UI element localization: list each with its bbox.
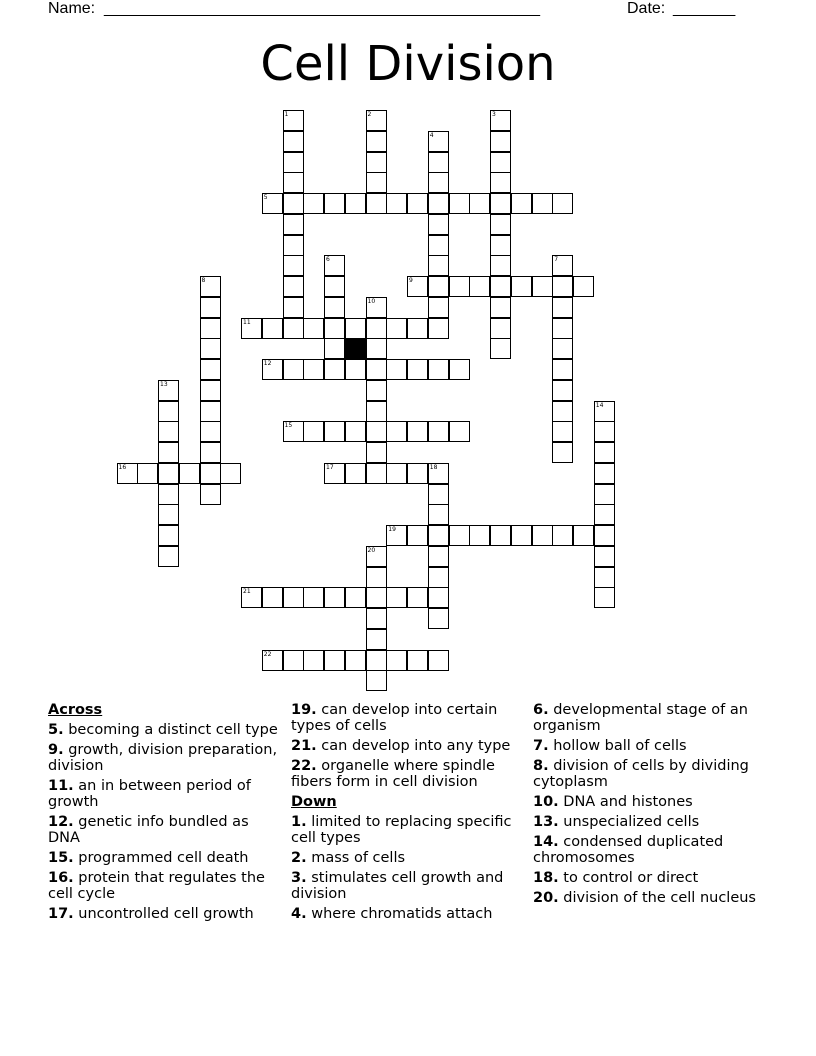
crossword-cell[interactable] (511, 193, 532, 214)
crossword-cell[interactable] (158, 484, 179, 505)
crossword-cell[interactable] (158, 525, 179, 546)
crossword-cell[interactable] (428, 608, 449, 629)
crossword-cell[interactable] (200, 297, 221, 318)
clue-text: becoming a distinct cell type (68, 722, 278, 738)
crossword-cell[interactable] (552, 442, 573, 463)
down-heading: Down (291, 794, 337, 810)
clues-column-2 (291, 702, 527, 926)
crossword-cell[interactable] (552, 525, 573, 546)
crossword-cell[interactable] (283, 650, 304, 671)
cell-number: 10 (367, 297, 376, 305)
clue-number: 11. (48, 778, 74, 794)
clue-text: genetic info bundled as DNA (48, 814, 249, 846)
crossword-cell[interactable] (324, 318, 345, 339)
crossword-cell[interactable] (366, 442, 387, 463)
cell-number: 12 (263, 360, 272, 367)
crossword-cell[interactable] (428, 235, 449, 256)
crossword-cell[interactable] (573, 525, 594, 546)
clue-number: 19. (291, 702, 317, 718)
clue-number: 1. (291, 814, 307, 830)
cell-number: 11 (243, 318, 251, 326)
crossword-cell[interactable] (200, 484, 221, 505)
crossword-cell[interactable] (428, 546, 449, 567)
crossword-cell[interactable] (283, 235, 304, 256)
crossword-cell[interactable] (303, 421, 324, 442)
clue-text: can develop into any type (321, 738, 511, 754)
crossword-cell[interactable] (158, 463, 179, 484)
crossword-cell[interactable] (490, 276, 511, 297)
crossword-cell[interactable] (552, 193, 573, 214)
crossword-cell[interactable] (532, 193, 553, 214)
crossword-cell[interactable] (200, 463, 221, 484)
crossword-cell[interactable] (366, 110, 387, 131)
crossword-cell[interactable] (366, 297, 387, 318)
crossword-cell[interactable] (428, 131, 449, 152)
clue-text: mass of cells (311, 850, 406, 866)
crossword-cell[interactable] (407, 587, 428, 608)
clue-down-13 (533, 814, 769, 830)
cell-number: 17 (326, 463, 334, 471)
crossword-cell[interactable] (428, 484, 449, 505)
crossword-cell[interactable] (532, 525, 553, 546)
crossword-cell[interactable] (449, 421, 470, 442)
crossword-cell[interactable] (262, 587, 283, 608)
cell-number: 14 (595, 401, 604, 409)
clues-column-1 (48, 702, 284, 926)
clue-down-2 (291, 850, 527, 866)
crossword-cell[interactable] (200, 401, 221, 422)
crossword-cell[interactable] (324, 587, 345, 608)
crossword-cell[interactable] (407, 276, 428, 297)
crossword-cell[interactable] (407, 193, 428, 214)
crossword-cell[interactable] (283, 152, 304, 173)
date-blank: _______ (673, 0, 736, 17)
crossword-cell[interactable] (490, 152, 511, 173)
crossword-cell[interactable] (552, 380, 573, 401)
crossword-cell[interactable] (469, 276, 490, 297)
crossword-cell[interactable] (386, 525, 407, 546)
crossword-cell[interactable] (407, 463, 428, 484)
cell-number: 8 (201, 277, 206, 284)
crossword-cell[interactable] (386, 650, 407, 671)
clue-text: protein that regulates the cell cycle (48, 870, 265, 902)
crossword-cell[interactable] (490, 214, 511, 235)
clue-text: programmed cell death (78, 850, 249, 866)
clue-number: 12. (48, 814, 74, 830)
clue-number: 16. (48, 870, 74, 886)
crossword-cell[interactable] (428, 463, 449, 484)
crossword-cell[interactable] (366, 172, 387, 193)
crossword-cell[interactable] (594, 567, 615, 588)
crossword-cell[interactable] (594, 546, 615, 567)
crossword-cell[interactable] (449, 359, 470, 380)
crossword-cell[interactable] (324, 463, 345, 484)
crossword-cell[interactable] (532, 276, 553, 297)
crossword-cell[interactable] (262, 318, 283, 339)
crossword-cell[interactable] (594, 442, 615, 463)
crossword-cell[interactable] (428, 276, 449, 297)
crossword-cell[interactable] (469, 525, 490, 546)
crossword-cell[interactable] (594, 463, 615, 484)
crossword-cell[interactable] (283, 421, 304, 442)
clue-across-11 (48, 778, 284, 810)
crossword-cell[interactable] (366, 338, 387, 359)
crossword-cell[interactable] (490, 338, 511, 359)
crossword-cell[interactable] (366, 131, 387, 152)
cell-number: 9 (409, 277, 413, 284)
crossword-cell[interactable] (366, 152, 387, 173)
clue-text: where chromatids attach (311, 906, 493, 922)
crossword-cell[interactable] (490, 193, 511, 214)
crossword-cell[interactable] (407, 421, 428, 442)
crossword-cell[interactable] (283, 255, 304, 276)
crossword-cell[interactable] (345, 463, 366, 484)
crossword-cell[interactable] (283, 318, 304, 339)
crossword-cell[interactable] (573, 276, 594, 297)
crossword-cell[interactable] (511, 525, 532, 546)
cell-number: 15 (284, 422, 293, 430)
crossword-cell[interactable] (428, 567, 449, 588)
crossword-cell[interactable] (490, 525, 511, 546)
clue-down-10 (533, 794, 769, 810)
crossword-cell[interactable] (345, 650, 366, 671)
crossword-cell[interactable] (552, 276, 573, 297)
crossword-cell[interactable] (366, 629, 387, 650)
clue-down-14 (533, 834, 769, 866)
crossword-cell[interactable] (428, 152, 449, 173)
crossword-cell[interactable] (283, 193, 304, 214)
clue-text: division of the cell nucleus (563, 890, 756, 906)
crossword-cell[interactable] (428, 421, 449, 442)
crossword-cell[interactable] (283, 110, 304, 131)
crossword-cell[interactable] (158, 401, 179, 422)
clue-text: organelle where spindle fibers form in cell division (291, 758, 495, 790)
clue-down-20 (533, 890, 769, 906)
clue-number: 8. (533, 758, 549, 774)
crossword-cell[interactable] (366, 650, 387, 671)
crossword-cell[interactable] (324, 276, 345, 297)
clue-number: 3. (291, 870, 307, 886)
crossword-cell[interactable] (366, 421, 387, 442)
crossword-cell[interactable] (428, 172, 449, 193)
clues-column-3 (533, 702, 769, 910)
crossword-cell[interactable] (283, 276, 304, 297)
crossword-cell[interactable] (303, 359, 324, 380)
clue-number: 20. (533, 890, 559, 906)
date-label: Date: (627, 0, 666, 17)
cell-number: 19 (388, 526, 396, 533)
crossword-cell[interactable] (303, 650, 324, 671)
crossword-cell[interactable] (345, 587, 366, 608)
clue-text: to control or direct (563, 870, 699, 886)
clue-across-22 (291, 758, 527, 790)
clue-number: 9. (48, 742, 64, 758)
crossword-cell[interactable] (428, 504, 449, 525)
crossword-cell[interactable] (469, 193, 490, 214)
crossword-cell[interactable] (490, 297, 511, 318)
crossword-cell[interactable] (283, 214, 304, 235)
cell-number: 22 (263, 650, 272, 658)
across-heading: Across (48, 702, 103, 718)
crossword-cell[interactable] (324, 193, 345, 214)
crossword-cell[interactable] (490, 318, 511, 339)
crossword-cell[interactable] (594, 401, 615, 422)
crossword-cell[interactable] (283, 587, 304, 608)
name-blank: _________________________________________________ (104, 0, 541, 17)
crossword-cell[interactable] (407, 650, 428, 671)
crossword-cell[interactable] (179, 463, 200, 484)
clue-text: division of cells by dividing cytoplasm (533, 758, 749, 790)
crossword-cell[interactable] (262, 193, 283, 214)
crossword-cell[interactable] (200, 318, 221, 339)
cell-number: 21 (243, 588, 251, 596)
clue-number: 15. (48, 850, 74, 866)
crossword-cell[interactable] (324, 421, 345, 442)
crossword-cell[interactable] (366, 670, 387, 691)
crossword-cell[interactable] (594, 504, 615, 525)
crossword-cell[interactable] (200, 276, 221, 297)
crossword-cell[interactable] (117, 463, 138, 484)
clue-number: 17. (48, 906, 74, 922)
clue-text: hollow ball of cells (553, 738, 687, 754)
crossword-cell[interactable] (552, 338, 573, 359)
cell-number: 4 (429, 131, 434, 139)
cell-number: 16 (118, 463, 127, 471)
cell-number: 18 (429, 463, 438, 471)
cell-number: 1 (284, 111, 289, 118)
crossword-cell[interactable] (200, 380, 221, 401)
crossword-cell[interactable] (220, 463, 241, 484)
crossword-cell[interactable] (428, 650, 449, 671)
crossword-cell[interactable] (366, 546, 387, 567)
black-square (345, 338, 366, 359)
clue-number: 5. (48, 722, 64, 738)
clue-number: 22. (291, 758, 317, 774)
crossword-cell[interactable] (552, 297, 573, 318)
crossword-cell[interactable] (428, 525, 449, 546)
crossword-cell[interactable] (158, 442, 179, 463)
clue-down-7 (533, 738, 769, 754)
cell-number: 7 (554, 256, 559, 264)
crossword-cell[interactable] (407, 525, 428, 546)
crossword-cell[interactable] (552, 359, 573, 380)
crossword-cell[interactable] (366, 401, 387, 422)
crossword-cell[interactable] (594, 587, 615, 608)
crossword-cell[interactable] (386, 463, 407, 484)
crossword-cell[interactable] (594, 484, 615, 505)
clue-across-12 (48, 814, 284, 846)
clue-across-16 (48, 870, 284, 902)
crossword-cell[interactable] (449, 276, 470, 297)
clue-text: can develop into certain types of cells (291, 702, 498, 734)
crossword-cell[interactable] (303, 193, 324, 214)
crossword-cell[interactable] (552, 255, 573, 276)
crossword-cell[interactable] (366, 193, 387, 214)
cell-number: 20 (367, 546, 376, 554)
crossword-cell[interactable] (386, 318, 407, 339)
clue-text: developmental stage of an organism (533, 702, 748, 734)
crossword-cell[interactable] (324, 359, 345, 380)
clue-number: 21. (291, 738, 317, 754)
crossword-cell[interactable] (262, 359, 283, 380)
clue-number: 14. (533, 834, 559, 850)
crossword-cell[interactable] (200, 338, 221, 359)
crossword-cell[interactable] (283, 131, 304, 152)
clue-down-18 (533, 870, 769, 886)
clue-text: growth, division preparation, division (48, 742, 278, 774)
crossword-cell[interactable] (386, 193, 407, 214)
crossword-cell[interactable] (200, 421, 221, 442)
crossword-cell[interactable] (490, 131, 511, 152)
crossword-cell[interactable] (283, 297, 304, 318)
clue-across-19 (291, 702, 527, 734)
crossword-cell[interactable] (241, 587, 262, 608)
crossword-cell[interactable] (552, 318, 573, 339)
crossword-cell[interactable] (324, 338, 345, 359)
cell-number: 3 (492, 111, 496, 118)
clue-across-9 (48, 742, 284, 774)
clue-down-6 (533, 702, 769, 734)
crossword-cell[interactable] (366, 463, 387, 484)
clue-number: 10. (533, 794, 559, 810)
crossword-cell[interactable] (283, 359, 304, 380)
crossword-cell[interactable] (303, 318, 324, 339)
clue-down-3 (291, 870, 527, 902)
cell-number: 2 (367, 111, 372, 118)
crossword-cell[interactable] (449, 193, 470, 214)
crossword-cell[interactable] (449, 525, 470, 546)
crossword-cell[interactable] (366, 359, 387, 380)
crossword-cell[interactable] (200, 359, 221, 380)
clue-number: 13. (533, 814, 559, 830)
crossword-cell[interactable] (428, 255, 449, 276)
crossword-cell[interactable] (407, 318, 428, 339)
crossword-cell[interactable] (594, 421, 615, 442)
crossword-cell[interactable] (552, 421, 573, 442)
crossword-cell[interactable] (366, 318, 387, 339)
crossword-cell[interactable] (324, 297, 345, 318)
crossword-cell[interactable] (137, 463, 158, 484)
crossword-cell[interactable] (345, 193, 366, 214)
crossword-cell[interactable] (428, 587, 449, 608)
crossword-cell[interactable] (262, 650, 283, 671)
crossword-cell[interactable] (283, 172, 304, 193)
clue-across-17 (48, 906, 284, 922)
clue-across-15 (48, 850, 284, 866)
cell-number: 5 (263, 194, 268, 201)
crossword-cell[interactable] (324, 255, 345, 276)
crossword-cell[interactable] (386, 421, 407, 442)
crossword-cell[interactable] (345, 359, 366, 380)
clue-text: DNA and histones (563, 794, 693, 810)
page-title: Cell Division (260, 36, 556, 92)
crossword-cell[interactable] (490, 255, 511, 276)
crossword-cell[interactable] (511, 276, 532, 297)
clue-text: stimulates cell growth and division (291, 870, 504, 902)
crossword-cell[interactable] (366, 380, 387, 401)
crossword-cell[interactable] (428, 214, 449, 235)
crossword-cell[interactable] (428, 359, 449, 380)
crossword-cell[interactable] (428, 297, 449, 318)
clue-down-8 (533, 758, 769, 790)
clue-across-21 (291, 738, 527, 754)
clue-down-4 (291, 906, 527, 922)
crossword-cell[interactable] (366, 587, 387, 608)
crossword-cell[interactable] (303, 587, 324, 608)
clue-number: 7. (533, 738, 549, 754)
clue-text: uncontrolled cell growth (78, 906, 254, 922)
crossword-cell[interactable] (386, 359, 407, 380)
crossword-cell[interactable] (428, 193, 449, 214)
crossword-cell[interactable] (386, 587, 407, 608)
name-label: Name: (48, 0, 96, 17)
crossword-cell[interactable] (407, 359, 428, 380)
crossword-cell[interactable] (366, 567, 387, 588)
crossword-cell[interactable] (200, 442, 221, 463)
clue-text: condensed duplicated chromosomes (533, 834, 724, 866)
crossword-cell[interactable] (324, 650, 345, 671)
clue-number: 4. (291, 906, 307, 922)
crossword-cell[interactable] (490, 110, 511, 131)
clue-text: an in between period of growth (48, 778, 251, 810)
crossword-cell[interactable] (158, 546, 179, 567)
clue-text: unspecialized cells (563, 814, 700, 830)
crossword-cell[interactable] (552, 401, 573, 422)
cell-number: 13 (160, 380, 168, 388)
cell-number: 6 (326, 256, 330, 264)
crossword-cell[interactable] (345, 421, 366, 442)
crossword-cell[interactable] (490, 235, 511, 256)
clue-number: 18. (533, 870, 559, 886)
crossword-cell[interactable] (594, 525, 615, 546)
crossword-cell[interactable] (490, 172, 511, 193)
clue-text: limited to replacing specific cell types (291, 814, 512, 846)
crossword-cell[interactable] (428, 318, 449, 339)
clue-across-5 (48, 722, 284, 738)
crossword-cell[interactable] (158, 504, 179, 525)
crossword-cell[interactable] (345, 318, 366, 339)
crossword-cell[interactable] (158, 421, 179, 442)
clue-number: 2. (291, 850, 307, 866)
crossword-cell[interactable] (158, 380, 179, 401)
crossword-cell[interactable] (366, 608, 387, 629)
crossword-cell[interactable] (241, 318, 262, 339)
clue-number: 6. (533, 702, 549, 718)
clue-down-1 (291, 814, 527, 846)
